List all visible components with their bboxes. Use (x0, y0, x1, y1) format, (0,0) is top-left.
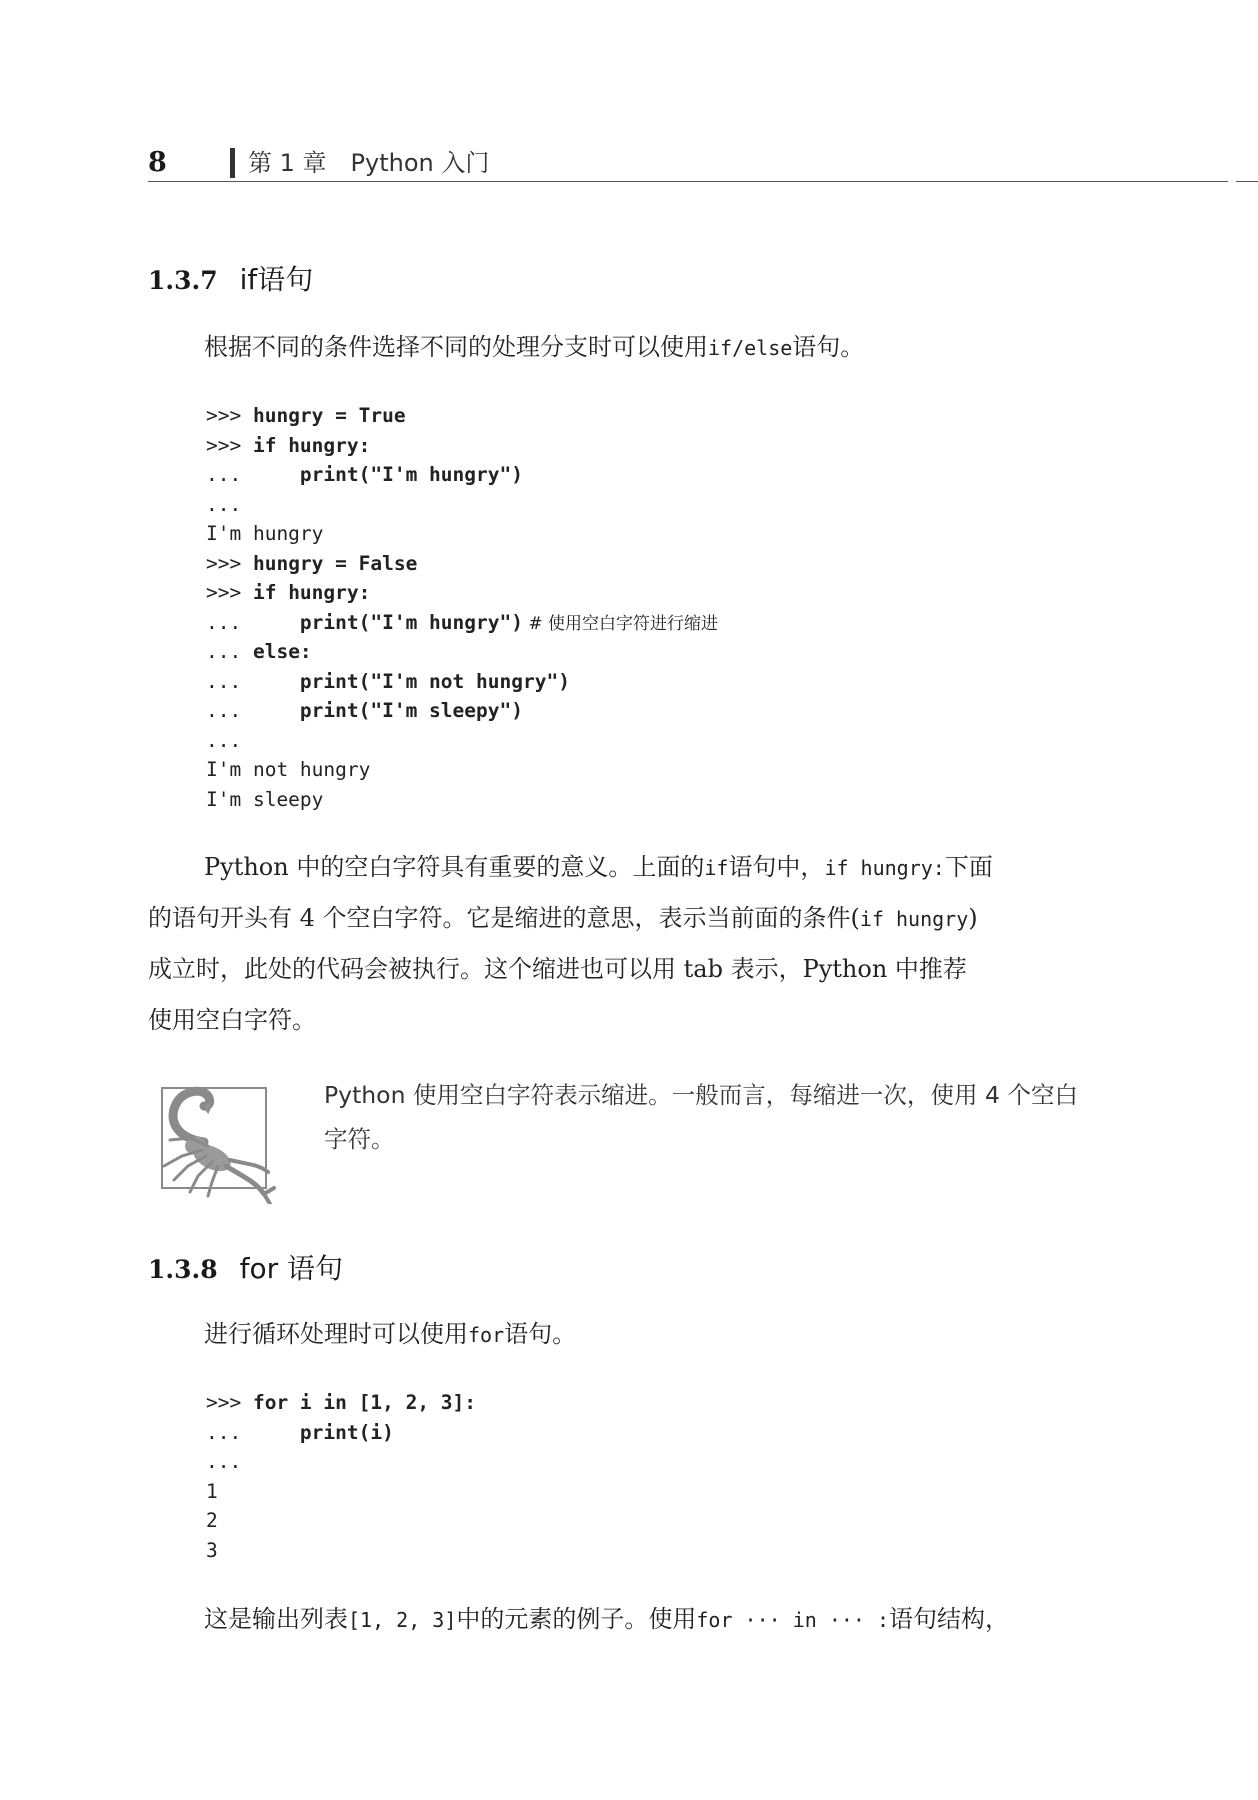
code-line (206, 490, 718, 520)
code-text: print("I'm sleepy") (299, 699, 523, 722)
inline-code: for (468, 1323, 505, 1347)
header-rule-tail (1236, 181, 1258, 182)
code-line (206, 637, 718, 667)
intro-text-end: 语句。 (792, 333, 865, 361)
code-prompt: ... (206, 728, 242, 752)
code-line (206, 1506, 476, 1536)
section-title: for 语句 (239, 1252, 343, 1285)
code-prompt: >>> (206, 1391, 253, 1414)
code-text: if hungry: (252, 581, 371, 604)
text: ) (968, 904, 978, 932)
code-prompt: >>> (206, 581, 253, 604)
code-prompt: ... (206, 1450, 242, 1473)
code-line (206, 696, 718, 726)
code-prompt: ... (206, 669, 300, 693)
text: 的语句开头有 4 个空白字符。它是缩进的意思，表示当前面的条件( (148, 904, 860, 932)
text: Python 中的空白字符具有重要的意义。上面的 (204, 853, 705, 881)
inline-code: if/else (708, 336, 793, 360)
scorpion-icon (146, 1080, 286, 1204)
code-text: print(i) (299, 1420, 394, 1444)
tip-text: Python 使用空白字符表示缩进。一般而言，每缩进一次，使用 4 个空白字符。 (324, 1081, 1078, 1153)
code-prompt: ... (206, 610, 300, 634)
code-line (206, 1477, 476, 1507)
text: 下面 (944, 853, 993, 881)
code-text: I'm not hungry (206, 758, 371, 781)
text: 语句结构， (889, 1605, 1010, 1633)
code-line (206, 578, 718, 608)
intro-text-end: 语句。 (504, 1320, 577, 1348)
code-prompt: ... (206, 463, 300, 486)
section-138-intro (148, 1309, 1078, 1361)
code-prompt: ... (206, 699, 300, 722)
header-rule (148, 181, 1228, 182)
code-line (206, 431, 718, 461)
section-heading-1-3-7 (148, 258, 313, 302)
code-block-if (206, 401, 718, 814)
text: 这是输出列表 (204, 1605, 348, 1633)
code-prompt: ... (206, 492, 242, 516)
code-line (206, 726, 718, 756)
text: 语句中， (728, 853, 825, 881)
inline-code: [1, 2, 3] (348, 1608, 457, 1632)
code-text: hungry = False (252, 551, 418, 575)
code-text: print("I'm not hungry") (299, 669, 570, 693)
code-comment: # 使用空白字符进行缩进 (522, 613, 719, 634)
code-line (206, 785, 718, 815)
code-prompt: ... (206, 1420, 300, 1444)
explanation-line-4: 使用空白字符。 (148, 1006, 316, 1034)
section-137-intro (148, 322, 1078, 374)
code-text: if hungry: (252, 433, 371, 457)
header-divider-bar (230, 148, 235, 178)
code-line (206, 460, 718, 490)
code-text: 1 (206, 1479, 218, 1503)
code-line (206, 549, 718, 579)
code-text: else: (252, 640, 312, 663)
code-line (206, 1536, 476, 1566)
inline-code: if hungry: (824, 856, 945, 880)
section-number: 1.3.7 (148, 266, 218, 295)
code-line (206, 667, 718, 697)
code-text: I'm sleepy (206, 787, 324, 811)
code-block-for (206, 1388, 476, 1565)
explanation-line-3: 成立时，此处的代码会被执行。这个缩进也可以用 tab 表示，Python 中推荐 (148, 955, 967, 983)
chapter-title: 第 1 章 Python 入门 (248, 149, 490, 177)
inline-code: if hungry (859, 907, 969, 931)
code-text: I'm hungry (206, 522, 324, 545)
code-text: for i in [1, 2, 3]: (252, 1391, 477, 1414)
code-prompt: >>> (206, 433, 253, 457)
intro-text: 进行循环处理时可以使用 (204, 1320, 468, 1348)
running-header (148, 145, 1228, 181)
code-prompt: >>> (206, 551, 253, 575)
section-138-explanation (148, 1594, 1078, 1646)
section-number: 1.3.8 (148, 1255, 218, 1284)
code-prompt: >>> (206, 404, 253, 427)
code-text: print("I'm hungry") (299, 463, 523, 486)
inline-code: for ··· in ··· : (696, 1608, 890, 1632)
code-text: print("I'm hungry") (299, 610, 523, 634)
inline-code: if (704, 856, 729, 880)
code-prompt: ... (206, 640, 253, 663)
code-text: 3 (206, 1538, 218, 1562)
text: 中的元素的例子。使用 (456, 1605, 697, 1633)
code-line (206, 519, 718, 549)
intro-text: 根据不同的条件选择不同的处理分支时可以使用 (204, 333, 708, 361)
code-line (206, 401, 718, 431)
page-number: 8 (148, 147, 167, 178)
section-heading-1-3-8 (148, 1247, 343, 1291)
explanation-line-1 (148, 842, 1078, 894)
code-line (206, 1388, 476, 1418)
code-line (206, 608, 718, 638)
code-line (206, 1418, 476, 1448)
code-text: 2 (206, 1509, 218, 1532)
code-line (206, 1447, 476, 1477)
code-line (206, 755, 718, 785)
section-title: if语句 (239, 263, 314, 296)
explanation-line-2 (148, 893, 1078, 945)
code-text: hungry = True (252, 404, 406, 427)
